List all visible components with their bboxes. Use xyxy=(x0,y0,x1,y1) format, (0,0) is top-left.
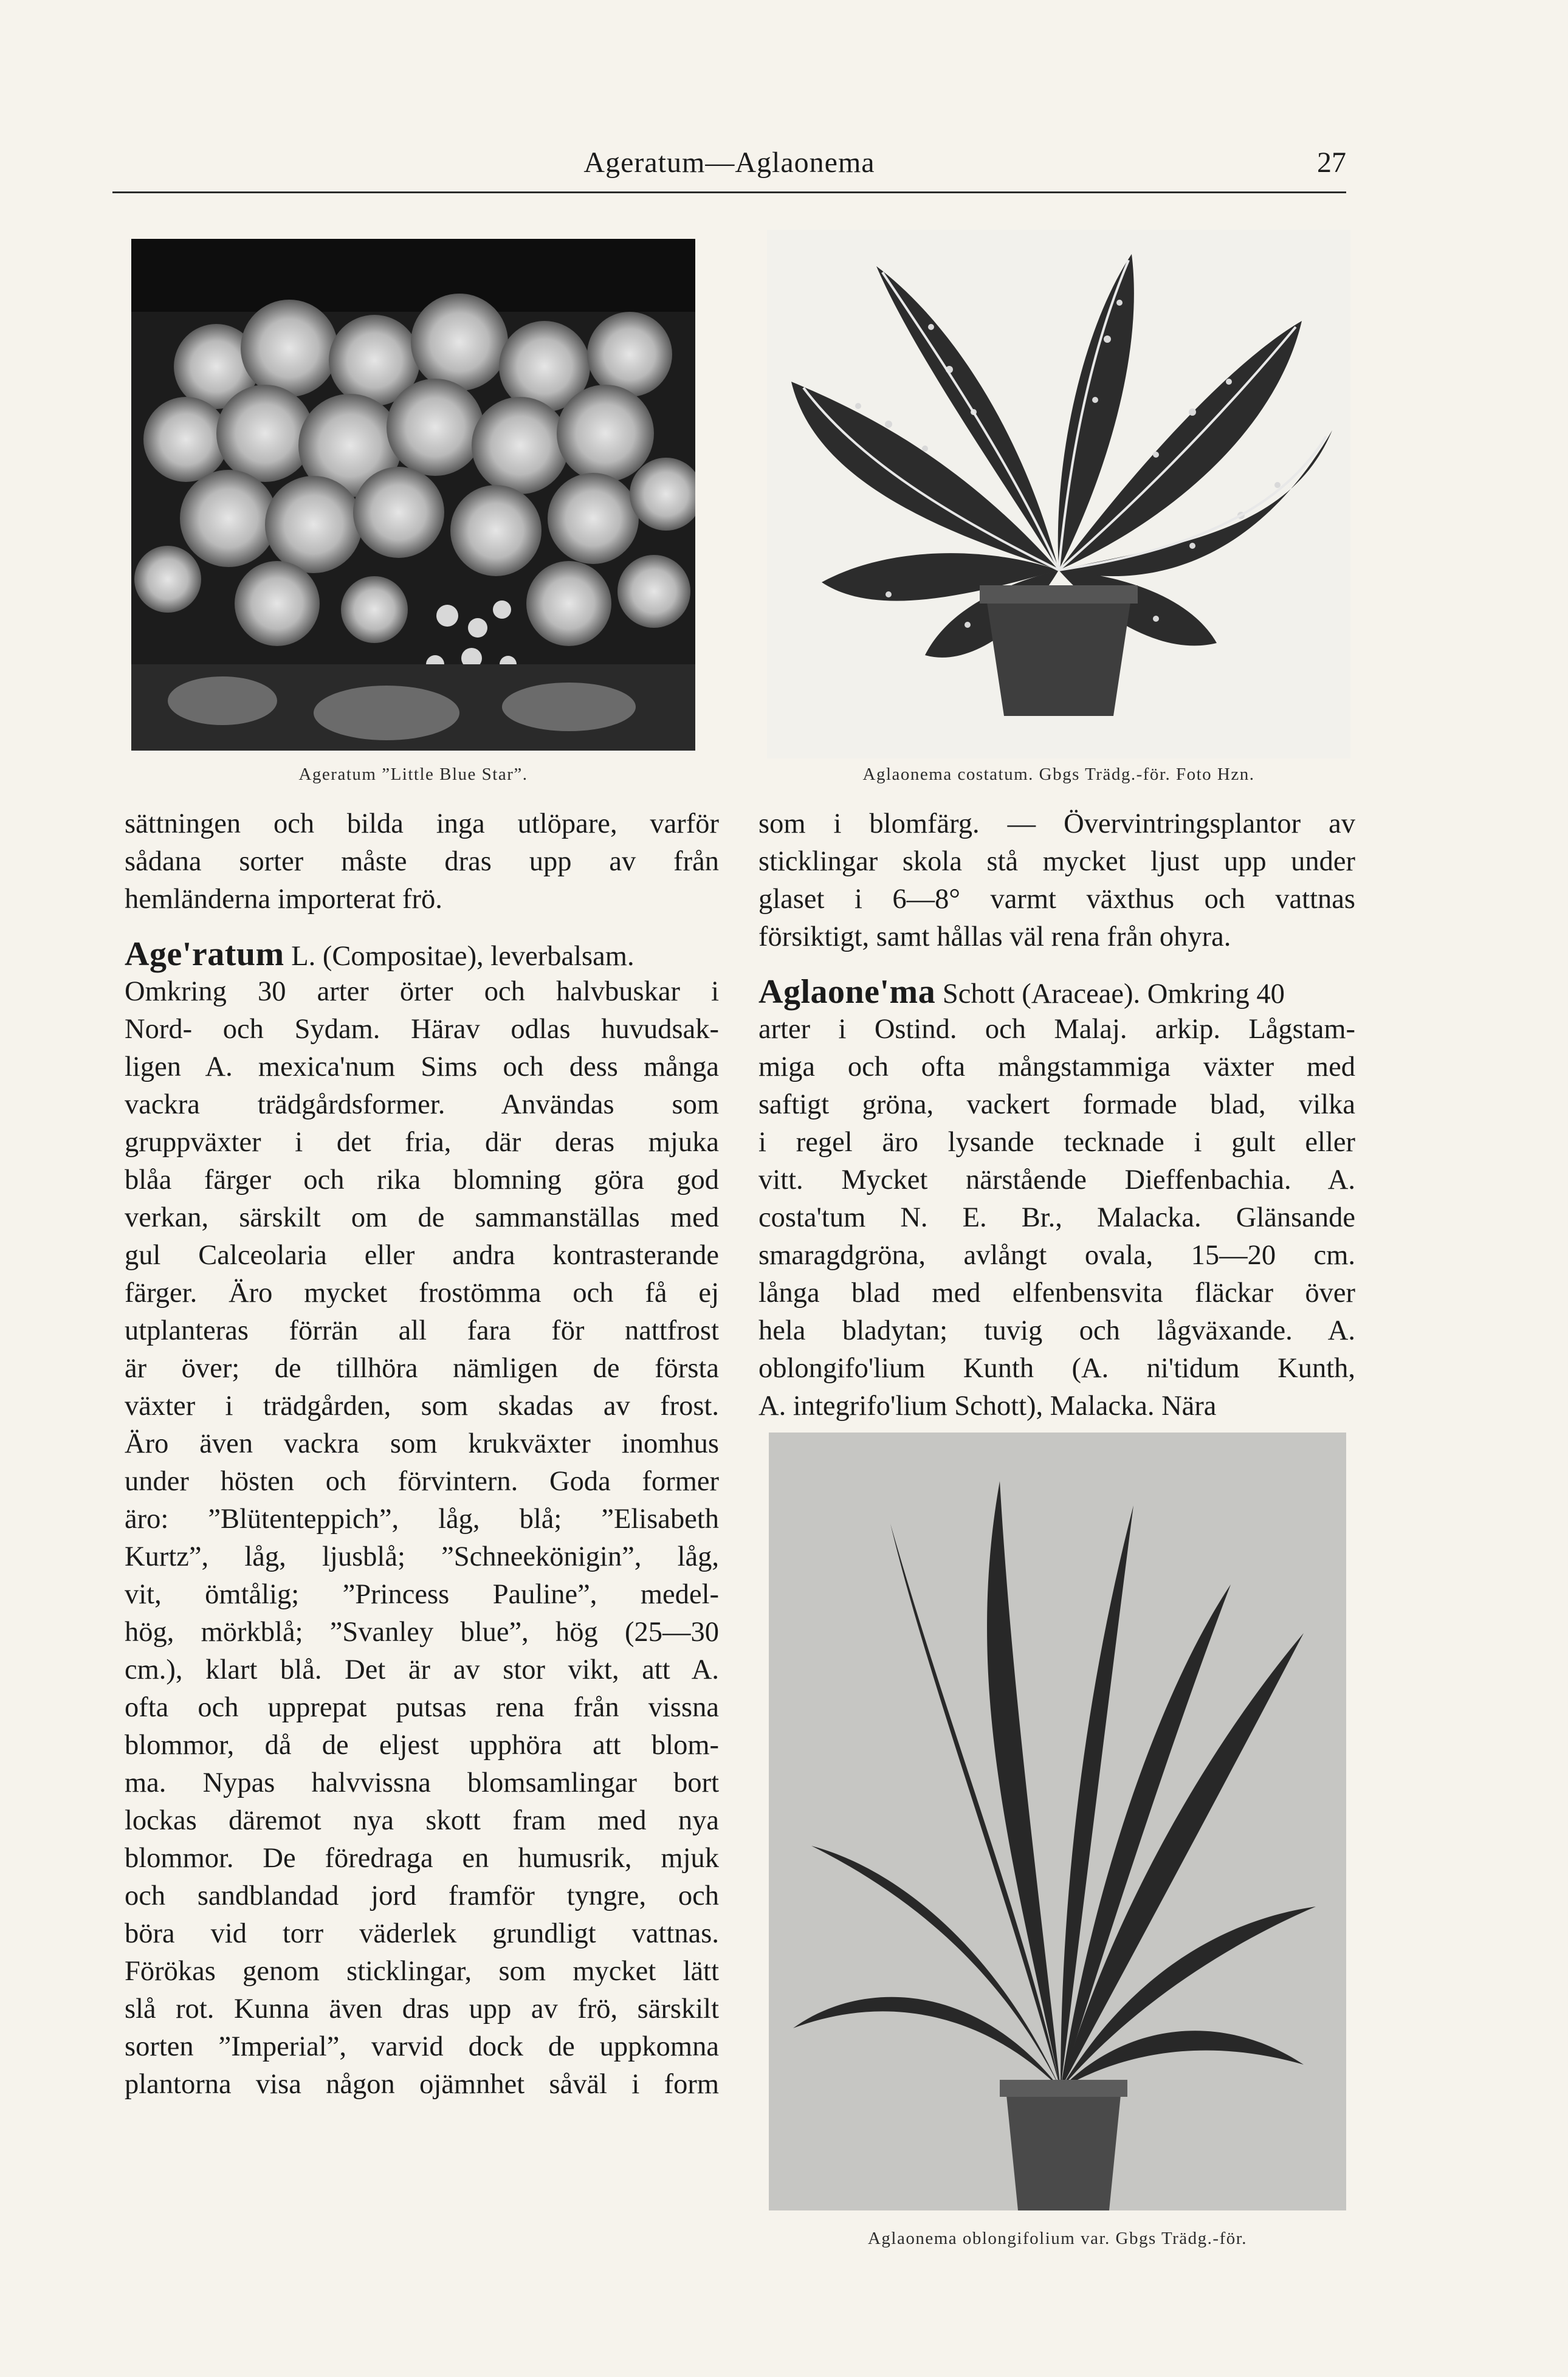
text-line: under hösten och förvintern. Goda former xyxy=(125,1466,719,1497)
text-line: saftigt gröna, vackert formade blad, vilka xyxy=(758,1089,1355,1120)
page-number: 27 xyxy=(1317,146,1346,179)
text-line: vitt. Mycket närstående Dieffenbachia. A. xyxy=(758,1164,1355,1195)
text-line: oblongifo'lium Kunth (A. ni'tidum Kunth, xyxy=(758,1353,1355,1384)
text-line: blommor, då de eljest upphöra att blom- xyxy=(125,1730,719,1761)
right-column xyxy=(758,805,1355,1425)
text-line: sättningen och bilda inga utlöpare, varför xyxy=(125,808,719,839)
ageratum-photo xyxy=(131,239,695,751)
text-line: Nord- och Sydam. Härav odlas huvudsak- xyxy=(125,1014,719,1045)
ageratum-caption: Ageratum ”Little Blue Star”. xyxy=(298,765,528,784)
page-header xyxy=(112,143,1346,193)
costatum-caption: Aglaonema costatum. Gbgs Trädg.-för. Foto Hzn. xyxy=(862,765,1255,784)
text-line: ofta och upprepat putsas rena från vissna xyxy=(125,1692,719,1723)
oblongifolium-photo xyxy=(769,1433,1346,2210)
text-line: hela bladytan; tuvig och lågväxande. A. xyxy=(758,1315,1355,1346)
text-line: och sandblandad jord framför tyngre, och xyxy=(125,1880,719,1911)
entry-heading-ageratum xyxy=(125,935,719,973)
text-line: ligen A. mexica'num Sims och dess många xyxy=(125,1051,719,1082)
entry-head-rest: L. (Compositae), leverbalsam. xyxy=(284,941,634,972)
running-title: Ageratum—Aglaonema xyxy=(583,146,875,179)
text-line: långa blad med elfenbensvita fläckar över xyxy=(758,1278,1355,1309)
text-line: slå rot. Kunna även dras upp av frö, särskilt xyxy=(125,1993,719,2024)
text-line: gruppväxter i det fria, där deras mjuka xyxy=(125,1127,719,1158)
text-line: Förökas genom sticklingar, som mycket lätt xyxy=(125,1956,719,1987)
entry-head-word: Age'ratum xyxy=(125,935,284,973)
text-line: som i blomfärg. — Övervintringsplantor av xyxy=(758,808,1355,839)
text-line: växter i trädgården, som skadas av frost. xyxy=(125,1391,719,1422)
text-line: hög, mörkblå; ”Svanley blue”, hög (25—30 xyxy=(125,1617,719,1648)
text-line: A. integrifo'lium Schott), Malacka. Nära xyxy=(758,1391,1217,1422)
text-line: sådana sorter måste dras upp av från xyxy=(125,846,719,877)
text-line: smaragdgröna, avlångt ovala, 15—20 cm. xyxy=(758,1240,1355,1271)
text-line: blommor. De föredraga en humusrik, mjuk xyxy=(125,1843,719,1874)
text-line: vackra trädgårdsformer. Användas som xyxy=(125,1089,719,1120)
costatum-photo xyxy=(767,230,1350,759)
text-line: costa'tum N. E. Br., Malacka. Glänsande xyxy=(758,1202,1355,1233)
entry-head-rest: Schott (Araceae). Omkring 40 xyxy=(935,979,1285,1010)
text-line: böra vid torr väderlek grundligt vattnas. xyxy=(125,1918,719,1949)
text-line: färger. Äro mycket frostömma och få ej xyxy=(125,1278,719,1309)
text-line: plantorna visa någon ojämnhet såväl i form xyxy=(125,2069,719,2100)
text-line: Äro även vackra som krukväxter inomhus xyxy=(125,1428,719,1459)
text-line: försiktigt, samt hållas väl rena från ohyra. xyxy=(758,921,1231,952)
text-line: är över; de tillhöra nämligen de första xyxy=(125,1353,719,1384)
text-line: verkan, särskilt om de sammanställas med xyxy=(125,1202,719,1233)
left-column xyxy=(125,805,719,2104)
text-line: glaset i 6—8° varmt växthus och vattnas xyxy=(758,884,1355,915)
text-line: utplanteras förrän all fara för nattfrost xyxy=(125,1315,719,1346)
text-line: vit, ömtålig; ”Princess Pauline”, medel- xyxy=(125,1579,719,1610)
text-line: äro: ”Blütenteppich”, låg, blå; ”Elisabeth xyxy=(125,1504,719,1535)
text-line: gul Calceolaria eller andra kontrasterande xyxy=(125,1240,719,1271)
oblongifolium-caption: Aglaonema oblongifolium var. Gbgs Trädg.-för. xyxy=(867,2229,1248,2248)
text-line: Omkring 30 arter örter och halvbuskar i xyxy=(125,976,719,1007)
text-line: ma. Nypas halvvissna blomsamlingar bort xyxy=(125,1767,719,1798)
text-line: cm.), klart blå. Det är av stor vikt, att A. xyxy=(125,1654,719,1685)
text-line: sorten ”Imperial”, varvid dock de uppkomna xyxy=(125,2031,719,2062)
text-line: blåa färger och rika blomning göra god xyxy=(125,1164,719,1195)
text-line: hemländerna importerat frö. xyxy=(125,884,442,915)
entry-head-word: Aglaone'ma xyxy=(758,973,936,1011)
entry-heading-aglaonema xyxy=(758,973,1355,1011)
text-line: arter i Ostind. och Malaj. arkip. Lågstam- xyxy=(758,1014,1355,1045)
text-line: Kurtz”, låg, ljusblå; ”Schneekönigin”, låg, xyxy=(125,1541,719,1572)
text-line: miga och ofta mångstammiga växter med xyxy=(758,1051,1355,1082)
text-line: lockas däremot nya skott fram med nya xyxy=(125,1805,719,1836)
text-line: i regel äro lysande tecknade i gult eller xyxy=(758,1127,1355,1158)
text-line: sticklingar skola stå mycket ljust upp under xyxy=(758,846,1355,877)
